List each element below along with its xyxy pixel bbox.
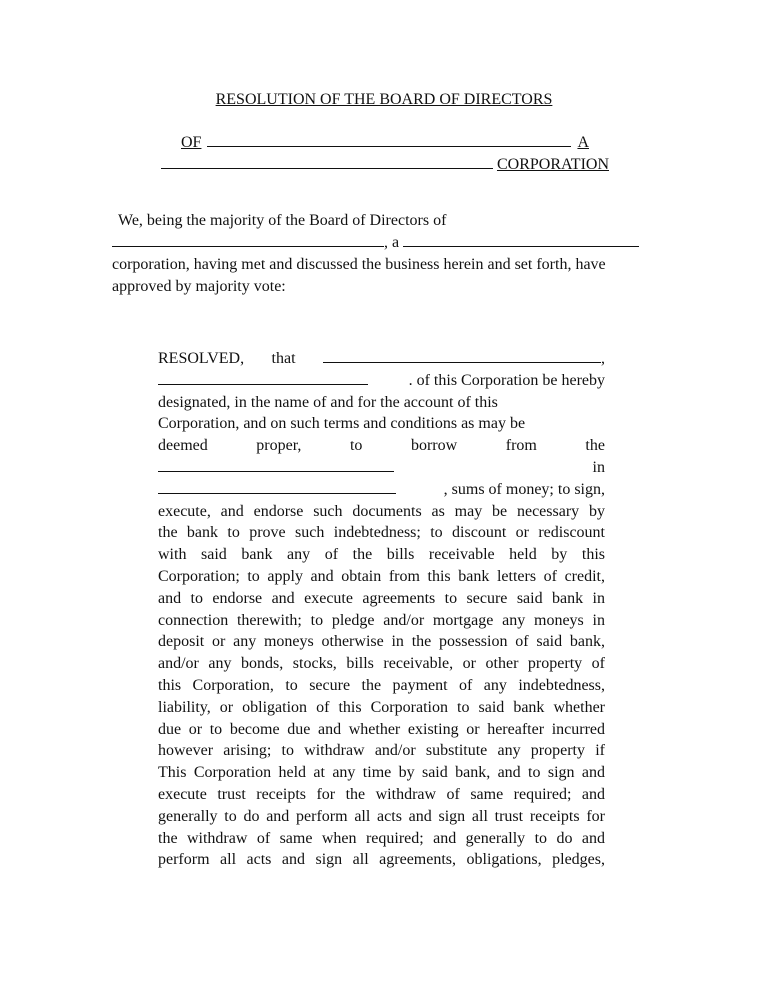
intro-line-4: approved by majority vote:	[112, 278, 286, 295]
resolved-line-6	[158, 457, 605, 479]
a-label: A	[577, 134, 589, 151]
resolved-body-line: perform all acts and sign all agreements, obligations, pledges,	[158, 851, 605, 869]
resolved-body-line: generally to do and perform all acts and sign all trust receipts for	[158, 807, 605, 825]
resolved-line-2	[158, 370, 605, 392]
company-name-blank[interactable]	[112, 232, 384, 247]
resolved-line-3: designated, in the name of and for the account of this	[158, 393, 498, 411]
officer-title-blank[interactable]	[158, 370, 368, 385]
intro-line-2	[112, 232, 657, 254]
that-word: that	[271, 350, 296, 367]
corporation-name-blank[interactable]	[207, 132, 571, 147]
resolved-body-line: the withdraw of same when required; and generally to do and	[158, 829, 605, 847]
resolved-line-1	[158, 348, 605, 370]
corporation-type-line	[161, 154, 609, 174]
resolved-body-line: however arising; to withdraw and/or substitute any property if	[158, 742, 605, 760]
word-deemed: deemed	[158, 437, 208, 455]
word-the: the	[585, 437, 605, 455]
resolved-body-line: and/or any bonds, stocks, bills receivable, or other property of	[158, 655, 605, 673]
state-blank[interactable]	[403, 232, 639, 247]
of-corporation-line	[181, 132, 589, 152]
corporation-label: CORPORATION	[496, 156, 609, 173]
document-title: RESOLUTION OF THE BOARD OF DIRECTORS	[215, 91, 553, 108]
sums-tail: , sums of money; to sign,	[443, 480, 605, 498]
resolved-line-7	[158, 479, 605, 501]
comma-text: ,	[601, 350, 605, 367]
resolved-body-line: this Corporation, to secure the payment of any indebtedness,	[158, 676, 605, 694]
resolved-body-line: the bank to prove such indebtedness; to discount or rediscount	[158, 524, 605, 542]
resolved-body-line: liability, or obligation of this Corporation to said bank whether	[158, 698, 605, 716]
resolved-body-line: connection therewith; to pledge and/or mortgage any moneys in	[158, 611, 605, 629]
intro-line-1: We, being the majority of the Board of Directors of	[118, 212, 447, 229]
resolved-body-line: Corporation; to apply and obtain from this bank letters of credit,	[158, 567, 605, 585]
bank-location-blank[interactable]	[158, 479, 396, 494]
officer-name-blank[interactable]	[323, 348, 601, 363]
resolved-body-line: This Corporation held at any time by said bank, and to sign and	[158, 764, 605, 782]
corporation-state-blank[interactable]	[161, 154, 493, 169]
word-proper: proper,	[256, 437, 302, 455]
intro-line-3: corporation, having met and discussed the business herein and set forth, have	[112, 256, 606, 273]
designated-tail: . of this Corporation be hereby	[408, 371, 605, 389]
resolved-body-line: and to endorse and execute agreements to secure said bank in	[158, 589, 605, 607]
resolved-line-5	[158, 435, 605, 457]
word-to: to	[349, 437, 363, 455]
intro-paragraph	[112, 210, 657, 298]
resolved-word: RESOLVED,	[158, 350, 245, 367]
resolved-line-4: Corporation, and on such terms and conditions as may be	[158, 415, 526, 433]
resolved-body-line: execute, and endorse such documents as may be necessary by	[158, 502, 605, 520]
resolved-body-line: due or to become due and whether existing or hereafter incurred	[158, 720, 605, 738]
resolved-body-line: execute trust receipts for the withdraw of same required; and	[158, 785, 605, 803]
resolved-paragraph	[158, 348, 605, 871]
word-from: from	[505, 437, 537, 455]
comma-a-text: , a	[384, 234, 400, 251]
word-in: in	[592, 458, 605, 476]
of-label: OF	[181, 134, 202, 151]
bank-name-blank[interactable]	[158, 457, 394, 472]
resolved-body-line: with said bank any of the bills receivable held by this	[158, 546, 605, 564]
resolved-body-lines	[158, 501, 605, 872]
resolved-body-line: deposit or any moneys otherwise in the possession of said bank,	[158, 633, 605, 651]
word-borrow: borrow	[410, 437, 458, 455]
